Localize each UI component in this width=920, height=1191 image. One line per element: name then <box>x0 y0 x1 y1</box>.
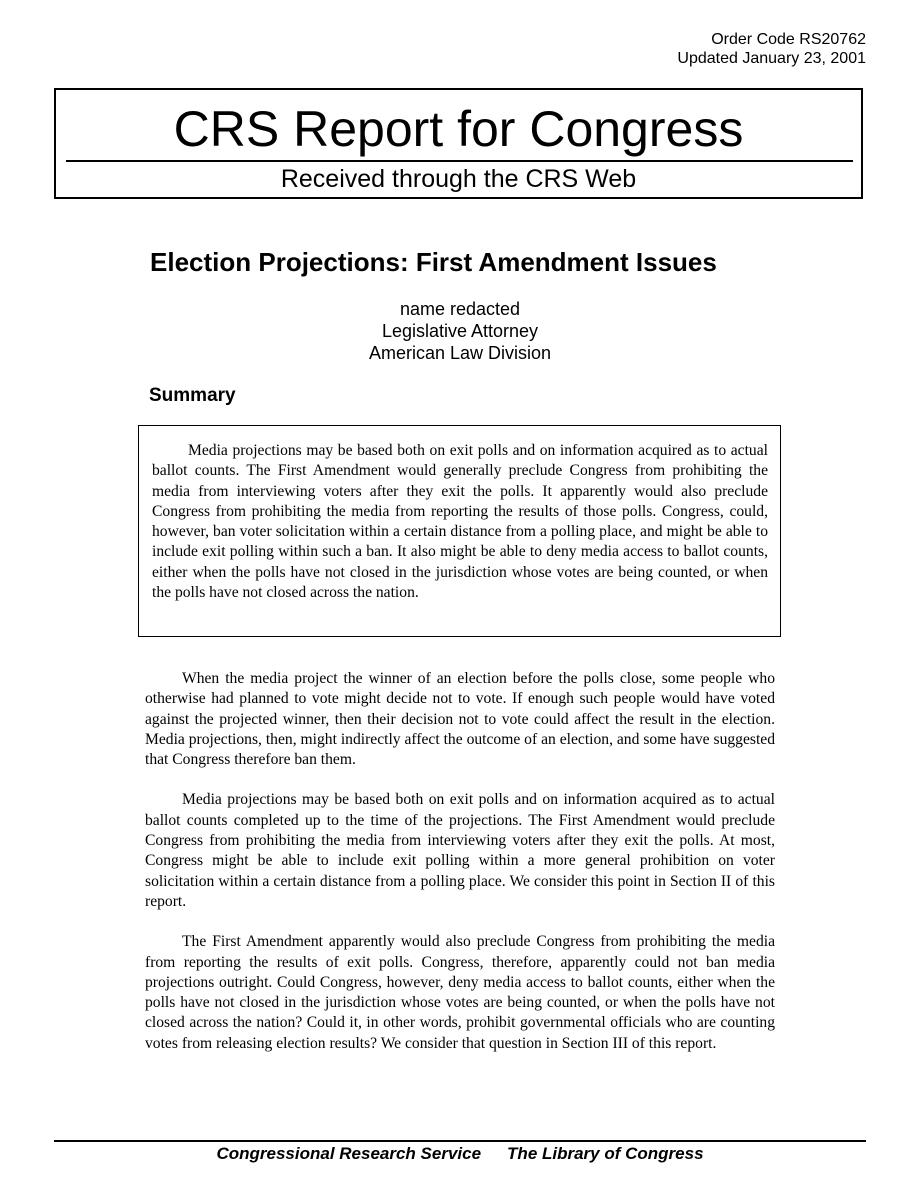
updated-date: Updated January 23, 2001 <box>677 50 866 67</box>
crs-banner <box>54 88 863 199</box>
body-paragraph-1: When the media project the winner of an election before the polls close, some people who otherwise had planned to vote might decide not to vote. If enough such people would have voted against the projected winner, then their decision not to vote could affect the result in the election. Media projections, then, might indirectly affect the outcome of an election, and some have suggested that Congress therefore ban them. <box>145 670 775 769</box>
body-paragraph-2: Media projections may be based both on exit polls and on information acquired as to actual ballot counts completed up to the time of the projections. The First Amendment would preclude Congress from prohibiting the media from interviewing voters after they exit the polls. At most, Congress might be able to include exit polling within a more general prohibition on voter solicitation within a certain distance from a polling place. We consider this point in Section II of this report. <box>145 791 775 910</box>
footer-crs: Congressional Research Service <box>216 1144 482 1163</box>
report-body <box>145 669 775 1074</box>
summary-heading: Summary <box>149 385 236 406</box>
author-block <box>0 298 920 364</box>
summary-box <box>138 425 781 637</box>
banner-divider <box>66 160 853 162</box>
footer-library: The Library of Congress <box>507 1144 704 1163</box>
footer-divider <box>54 1140 866 1142</box>
author-name: name redacted <box>399 299 521 319</box>
author-division: American Law Division <box>368 343 552 363</box>
body-paragraph-3: The First Amendment apparently would also preclude Congress from prohibiting the media from reporting the results of exit polls. Congress, therefore, apparently could not ban media projections outright. Could Congress, however, deny media access to ballot counts, either when the polls have not closed in the jurisdiction whose votes are being counted, or when the polls have not closed across the nation? Could it, in other words, prohibit governmental officials who are counting votes from releasing election results? We consider that question in Section III of this report. <box>145 933 775 1052</box>
report-title: Election Projections: First Amendment Issues <box>150 247 717 277</box>
footer <box>0 1143 920 1165</box>
banner-title: CRS Report for Congress <box>173 101 744 157</box>
order-code: Order Code RS20762 <box>711 31 866 48</box>
author-role: Legislative Attorney <box>381 321 539 341</box>
order-info <box>677 30 866 68</box>
summary-text: Media projections may be based both on exit polls and on information acquired as to actual ballot counts. The First Amendment would generally preclude Congress from prohibiting the media from interviewing voters after they exit the polls. It apparently would also preclude Congress from prohibiting the media from reporting the results of those polls. Congress, could, however, ban voter solicitation within a certain distance from a polling place, and might be able to include exit polling within such a ban. It also might be able to deny media access to ballot counts, either when the polls have not closed in the jurisdiction whose votes are being counted, or when the polls have not closed across the nation. <box>152 442 768 602</box>
banner-subtitle: Received through the CRS Web <box>280 165 637 193</box>
